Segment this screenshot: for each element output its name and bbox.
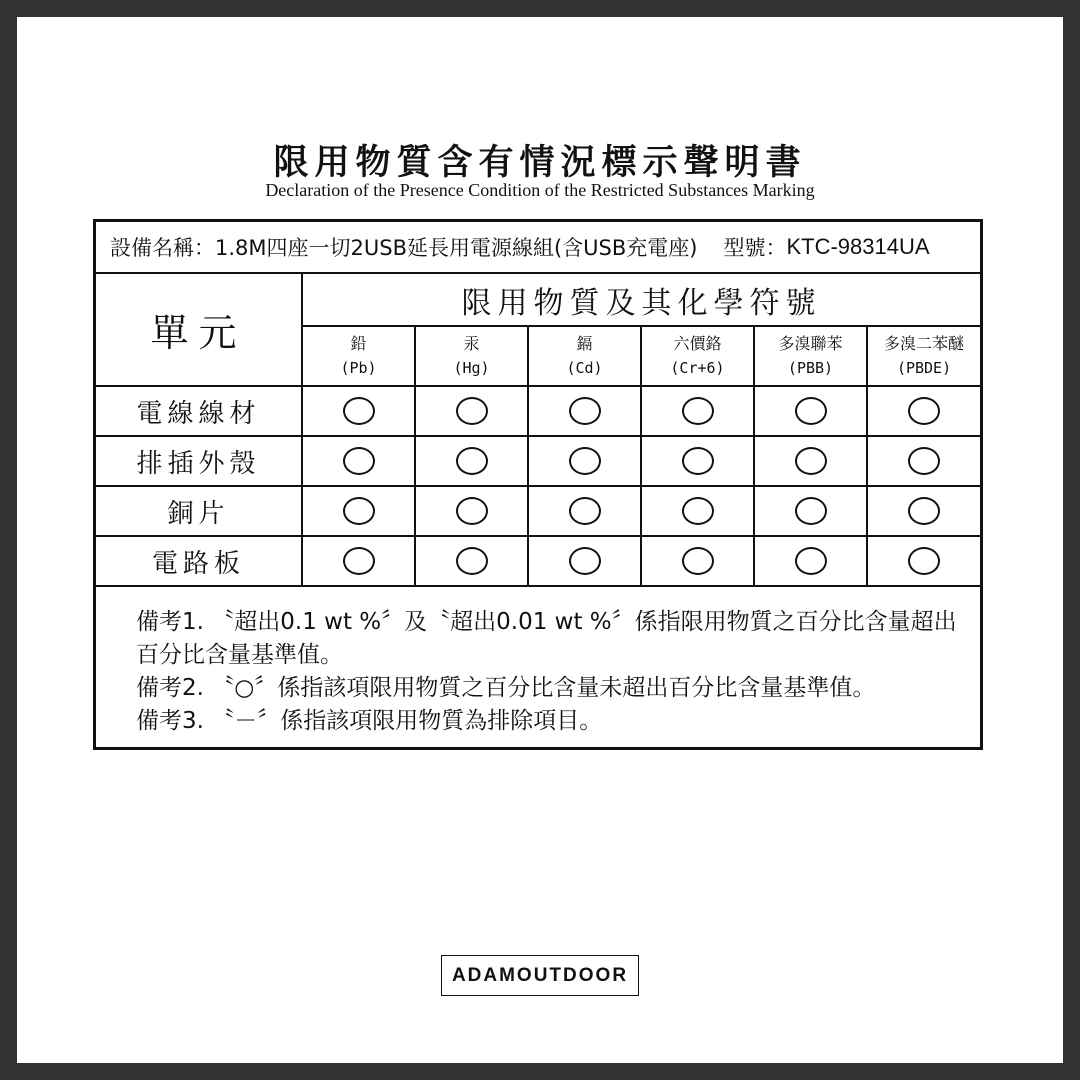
table-row bbox=[96, 486, 980, 536]
circle-mark-icon bbox=[569, 547, 601, 575]
model-label: 型號： bbox=[723, 236, 787, 260]
compliance-cell bbox=[754, 486, 867, 536]
circle-mark-icon bbox=[343, 397, 375, 425]
compliance-cell bbox=[528, 436, 641, 486]
remark-2: 備考2. 〝○〞係指該項限用物質之百分比含量未超出百分比含量基準值。 bbox=[136, 675, 876, 701]
unit-name: 電路板 bbox=[96, 536, 302, 586]
substance-header: 鉛 (Pb) bbox=[302, 326, 415, 386]
compliance-cell bbox=[415, 536, 528, 586]
circle-mark-icon bbox=[795, 547, 827, 575]
compliance-cell bbox=[415, 486, 528, 536]
remark-3: 備考3. 〝－〞係指該項限用物質為排除項目。 bbox=[136, 708, 603, 734]
circle-mark-icon bbox=[908, 547, 940, 575]
compliance-cell bbox=[528, 486, 641, 536]
unit-name: 排插外殼 bbox=[96, 436, 302, 486]
compliance-cell bbox=[754, 536, 867, 586]
compliance-cell bbox=[867, 386, 980, 436]
substance-header: 多溴二苯醚 (PBDE) bbox=[867, 326, 980, 386]
declaration-subtitle: Declaration of the Presence Condition of the Restricted Substances Marking bbox=[265, 180, 815, 200]
brand-logo: ADAMOUTDOOR bbox=[441, 955, 639, 996]
compliance-cell bbox=[415, 436, 528, 486]
circle-mark-icon bbox=[682, 497, 714, 525]
circle-mark-icon bbox=[795, 447, 827, 475]
circle-mark-icon bbox=[908, 397, 940, 425]
compliance-cell bbox=[867, 486, 980, 536]
compliance-cell bbox=[528, 386, 641, 436]
substance-group-header: 限用物質及其化學符號 bbox=[302, 274, 980, 326]
circle-mark-icon bbox=[569, 397, 601, 425]
compliance-cell bbox=[302, 536, 415, 586]
compliance-cell bbox=[754, 386, 867, 436]
table-row bbox=[96, 536, 980, 586]
unit-name: 電線線材 bbox=[96, 386, 302, 436]
substance-header: 鎘 (Cd) bbox=[528, 326, 641, 386]
circle-mark-icon bbox=[682, 447, 714, 475]
compliance-cell bbox=[528, 536, 641, 586]
circle-mark-icon bbox=[682, 397, 714, 425]
compliance-cell bbox=[641, 386, 754, 436]
compliance-cell bbox=[302, 436, 415, 486]
compliance-cell bbox=[641, 486, 754, 536]
compliance-cell bbox=[415, 386, 528, 436]
compliance-cell bbox=[754, 436, 867, 486]
circle-mark-icon bbox=[343, 447, 375, 475]
table-row bbox=[96, 436, 980, 486]
circle-mark-icon bbox=[569, 497, 601, 525]
substance-header: 汞 (Hg) bbox=[415, 326, 528, 386]
compliance-cell bbox=[302, 486, 415, 536]
circle-mark-icon bbox=[908, 447, 940, 475]
circle-mark-icon bbox=[456, 397, 488, 425]
circle-mark-icon bbox=[343, 547, 375, 575]
circle-mark-icon bbox=[456, 447, 488, 475]
compliance-cell bbox=[867, 536, 980, 586]
circle-mark-icon bbox=[343, 497, 375, 525]
circle-mark-icon bbox=[456, 497, 488, 525]
remark-1: 備考1. 〝超出0.1 wt %〞及〝超出0.01 wt %〞係指限用物質之百分比含量超出百分比含量基準值。 bbox=[136, 609, 957, 668]
device-name: 1.8M四座一切2USB延長用電源線組(含USB充電座) bbox=[215, 236, 698, 260]
device-name-label: 設備名稱： bbox=[110, 236, 215, 260]
circle-mark-icon bbox=[569, 447, 601, 475]
device-info-row bbox=[96, 222, 980, 274]
unit-name: 銅片 bbox=[96, 486, 302, 536]
compliance-cell bbox=[302, 386, 415, 436]
circle-mark-icon bbox=[795, 397, 827, 425]
compliance-cell bbox=[641, 436, 754, 486]
circle-mark-icon bbox=[795, 497, 827, 525]
table-row bbox=[96, 386, 980, 436]
substance-table bbox=[96, 274, 980, 587]
circle-mark-icon bbox=[908, 497, 940, 525]
remarks bbox=[136, 606, 976, 738]
declaration-title: 限用物質含有情況標示聲明書 bbox=[273, 142, 807, 183]
declaration-sheet bbox=[93, 219, 983, 750]
circle-mark-icon bbox=[682, 547, 714, 575]
model-number: KTC-98314UA bbox=[786, 234, 930, 259]
unit-header: 單元 bbox=[96, 274, 302, 386]
compliance-cell bbox=[641, 536, 754, 586]
compliance-cell bbox=[867, 436, 980, 486]
substance-header: 六價鉻 (Cr+6) bbox=[641, 326, 754, 386]
circle-mark-icon bbox=[456, 547, 488, 575]
substance-header: 多溴聯苯 (PBB) bbox=[754, 326, 867, 386]
